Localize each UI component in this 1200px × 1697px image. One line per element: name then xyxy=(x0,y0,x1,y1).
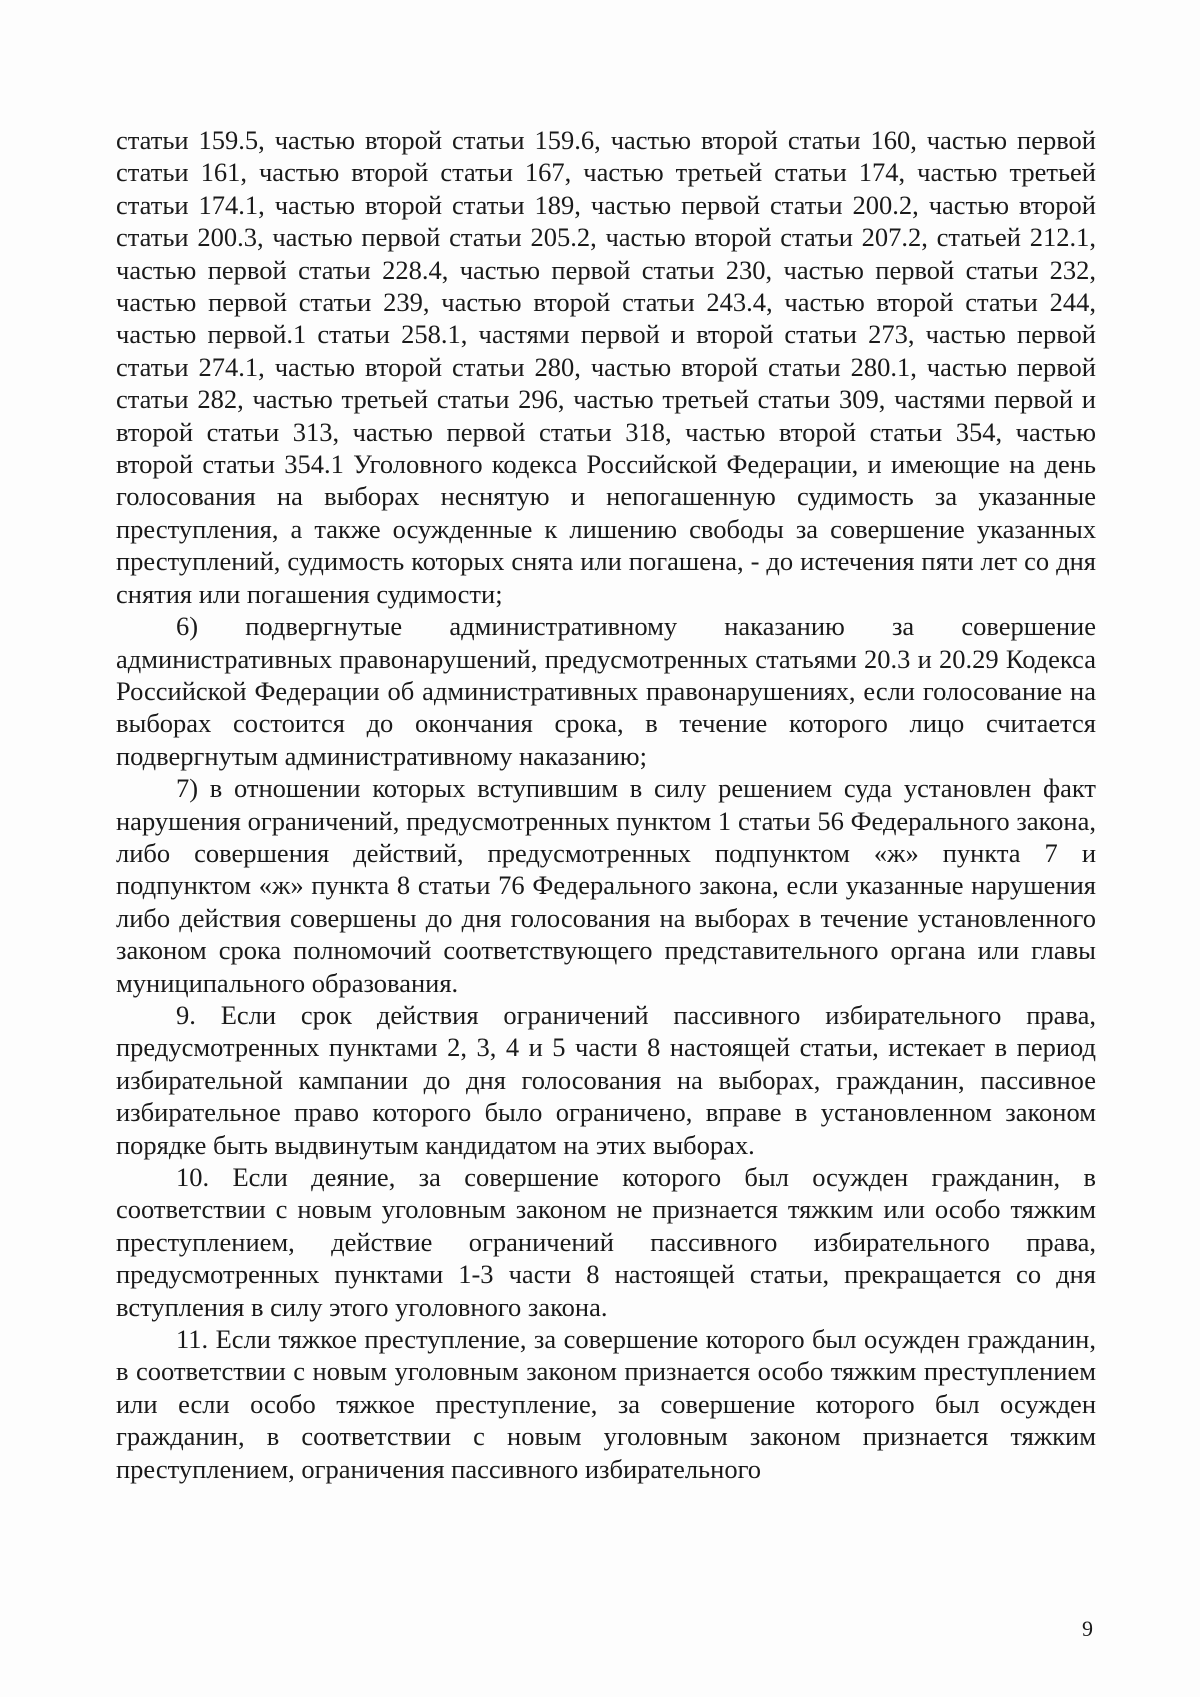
paragraph-item-6: 6) подвергнутые административному наказанию за совершение административных правонарушений, предусмотренных статьями 20.3 и 20.29 Кодекса Российской Федерации об административных правонарушениях, если голосование на выборах состоится до окончания срока, в течение которого лицо считается подвергнутым административному наказанию; xyxy=(116,611,1096,771)
paragraph-continuation: статьи 159.5, частью второй статьи 159.6, частью второй статьи 160, частью первой статьи 161, частью второй статьи 167, частью третьей статьи 174, частью третьей статьи 174.1, частью второй статьи 189, частью первой статьи 200.2, частью второй статьи 200.3, частью первой статьи 205.2, частью второй статьи 207.2, статьей 212.1, частью первой статьи 228.4, частью первой статьи 230, частью первой статьи 232, частью первой статьи 239, частью второй статьи 243.4, частью второй статьи 244, частью первой.1 статьи 258.1, частями первой и второй статьи 273, частью первой статьи 274.1, частью второй статьи 280, частью второй статьи 280.1, частью первой статьи 282, частью третьей статьи 296, частью третьей статьи 309, частями первой и второй статьи 313, частью первой статьи 318, частью второй статьи 354, частью второй статьи 354.1 Уголовного кодекса Российской Федерации, и имеющие на день голосования на выборах неснятую и непогашенную судимость за указанные преступления, а также осужденные к лишению свободы за совершение указанных преступлений, судимость которых снята или погашена, - до истечения пяти лет со дня снятия или погашения судимости; xyxy=(116,125,1096,609)
paragraph-part-9: 9. Если срок действия ограничений пассивного избирательного права, предусмотренных пунктами 2, 3, 4 и 5 части 8 настоящей статьи, истекает в период избирательной кампании до дня голосования на выборах, гражданин, пассивное избирательное право которого было ограничено, вправе в установленном законом порядке быть выдвинутым кандидатом на этих выборах. xyxy=(116,999,1096,1160)
document-body xyxy=(116,124,1096,1485)
paragraph-item-7: 7) в отношении которых вступившим в силу решением суда установлен факт нарушения ограничений, предусмотренных пунктом 1 статьи 56 Федерального закона, либо совершения действий, предусмотренных подпунктом «ж» пункта 7 и подпунктом «ж» пункта 8 статьи 76 Федерального закона, если указанные нарушения либо действия совершены до дня голосования на выборах в течение установленного законом срока полномочий соответствующего представительного органа или главы муниципального образования. xyxy=(116,773,1096,998)
paragraph-part-11: 11. Если тяжкое преступление, за совершение которого был осужден гражданин, в соответствии с новым уголовным законом признается особо тяжким преступлением или если особо тяжкое преступление, за совершение которого был осужден гражданин, в соответствии с новым уголовным законом признается тяжким преступлением, ограничения пассивного избирательного xyxy=(116,1324,1096,1484)
page-number: 9 xyxy=(1082,1616,1093,1641)
paragraph-part-10: 10. Если деяние, за совершение которого был осужден гражданин, в соответствии с новым уголовным законом не признается тяжким или особо тяжким преступлением, действие ограничений пассивного избирательного права, предусмотренных пунктами 1-3 части 8 настоящей статьи, прекращается со дня вступления в силу этого уголовного закона. xyxy=(116,1162,1096,1322)
